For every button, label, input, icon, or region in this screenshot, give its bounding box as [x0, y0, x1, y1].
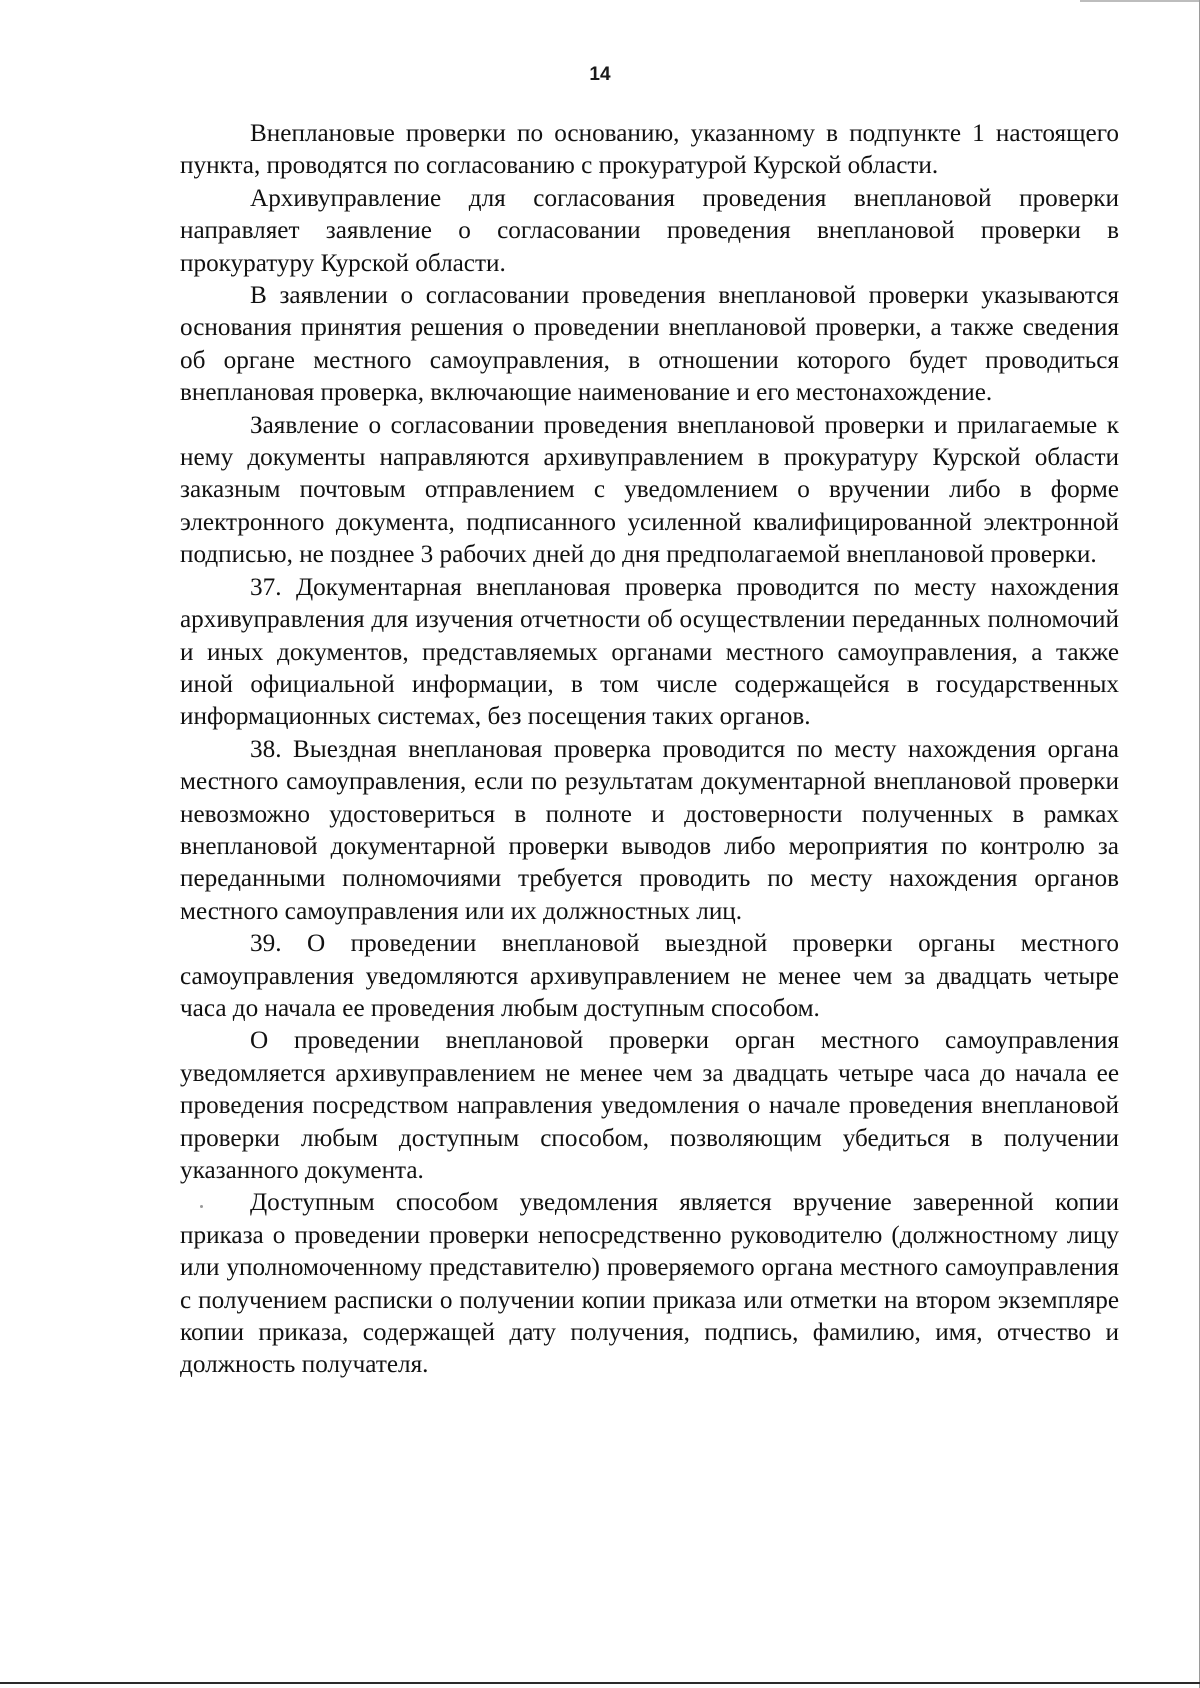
paragraph-notification-method: Доступным способом уведомления является вручение заверенной копии приказа о проведении проверки непосредственно руководителю (должностному лицу или уполномоченному представителю) проверяемого органа местного самоуправления с получением расписки о получении копии приказа или отметки на втором экземпляре копии приказа, содержащей дату получения, подпись, фамилию, имя, отчество и должность получателя. [180, 1189, 1119, 1379]
paragraph-application-delivery: Заявление о согласовании проведения внеплановой проверки и прилагаемые к нему документы направляются архивуправлением в прокуратуру Курской области заказным почтовым отправлением с уведомлением о вручении либо в форме электронного документа, подписанного усиленной квалифицированной электронной подписью, не позднее 3 рабочих дней до дня предполагаемой внеплановой проверки. [180, 411, 1119, 569]
paragraph-item-39: 39. О проведении внеплановой выездной проверки органы местного самоуправления уведомляются архивуправлением не менее чем за двадцать четыре часа до начала ее проведения любым доступным способом. [180, 930, 1119, 1022]
document-body [180, 118, 1119, 1382]
scan-edge-top [1080, 0, 1200, 2]
paragraph-notification: О проведении внеплановой проверки орган местного самоуправления уведомляется архивуправлением не менее чем за двадцать четыре часа до начала ее проведения посредством направления уведомления о начале проведения внеплановой проверки любым доступным способом, позволяющим убедиться в получении указанного документа. [180, 1027, 1119, 1184]
scan-artifact-dot [200, 1205, 203, 1208]
paragraph-unplanned-agreement: Внеплановые проверки по основанию, указанному в подпункте 1 настоящего пункта, проводятся по согласованию с прокуратурой Курской области. [180, 120, 1119, 180]
page-number: 14 [589, 64, 611, 85]
paragraph-item-38: 38. Выездная внеплановая проверка проводится по месту нахождения органа местного самоуправления, если по результатам документарной внеплановой проверки невозможно удостовериться в полноте и достоверности полученных в рамках внеплановой документарной проверки выводов либо мероприятия по контролю за переданными полномочиями требуется проводить по месту нахождения органов местного самоуправления или их должностных лиц. [180, 735, 1119, 925]
paragraph-item-37: 37. Документарная внеплановая проверка проводится по месту нахождения архивуправления для изучения отчетности об осуществлении переданных полномочий и иных документов, представляемых органами местного самоуправления, а также иной официальной информации, в том числе содержащейся в государственных информационных системах, без посещения таких органов. [180, 573, 1119, 731]
paragraph-application-sending: Архивуправление для согласования проведения внеплановой проверки направляет заявление о согласовании проведения внеплановой проверки в прокуратуру Курской области. [180, 184, 1119, 277]
paragraph-application-contents: В заявлении о согласовании проведения внеплановой проверки указываются основания принятия решения о проведении внеплановой проверки, а также сведения об органе местного самоуправления, в отношении которого будет проводиться внеплановая проверка, включающие наименование и его местонахождение. [180, 282, 1119, 407]
scan-edge-bottom [0, 1682, 1200, 1684]
